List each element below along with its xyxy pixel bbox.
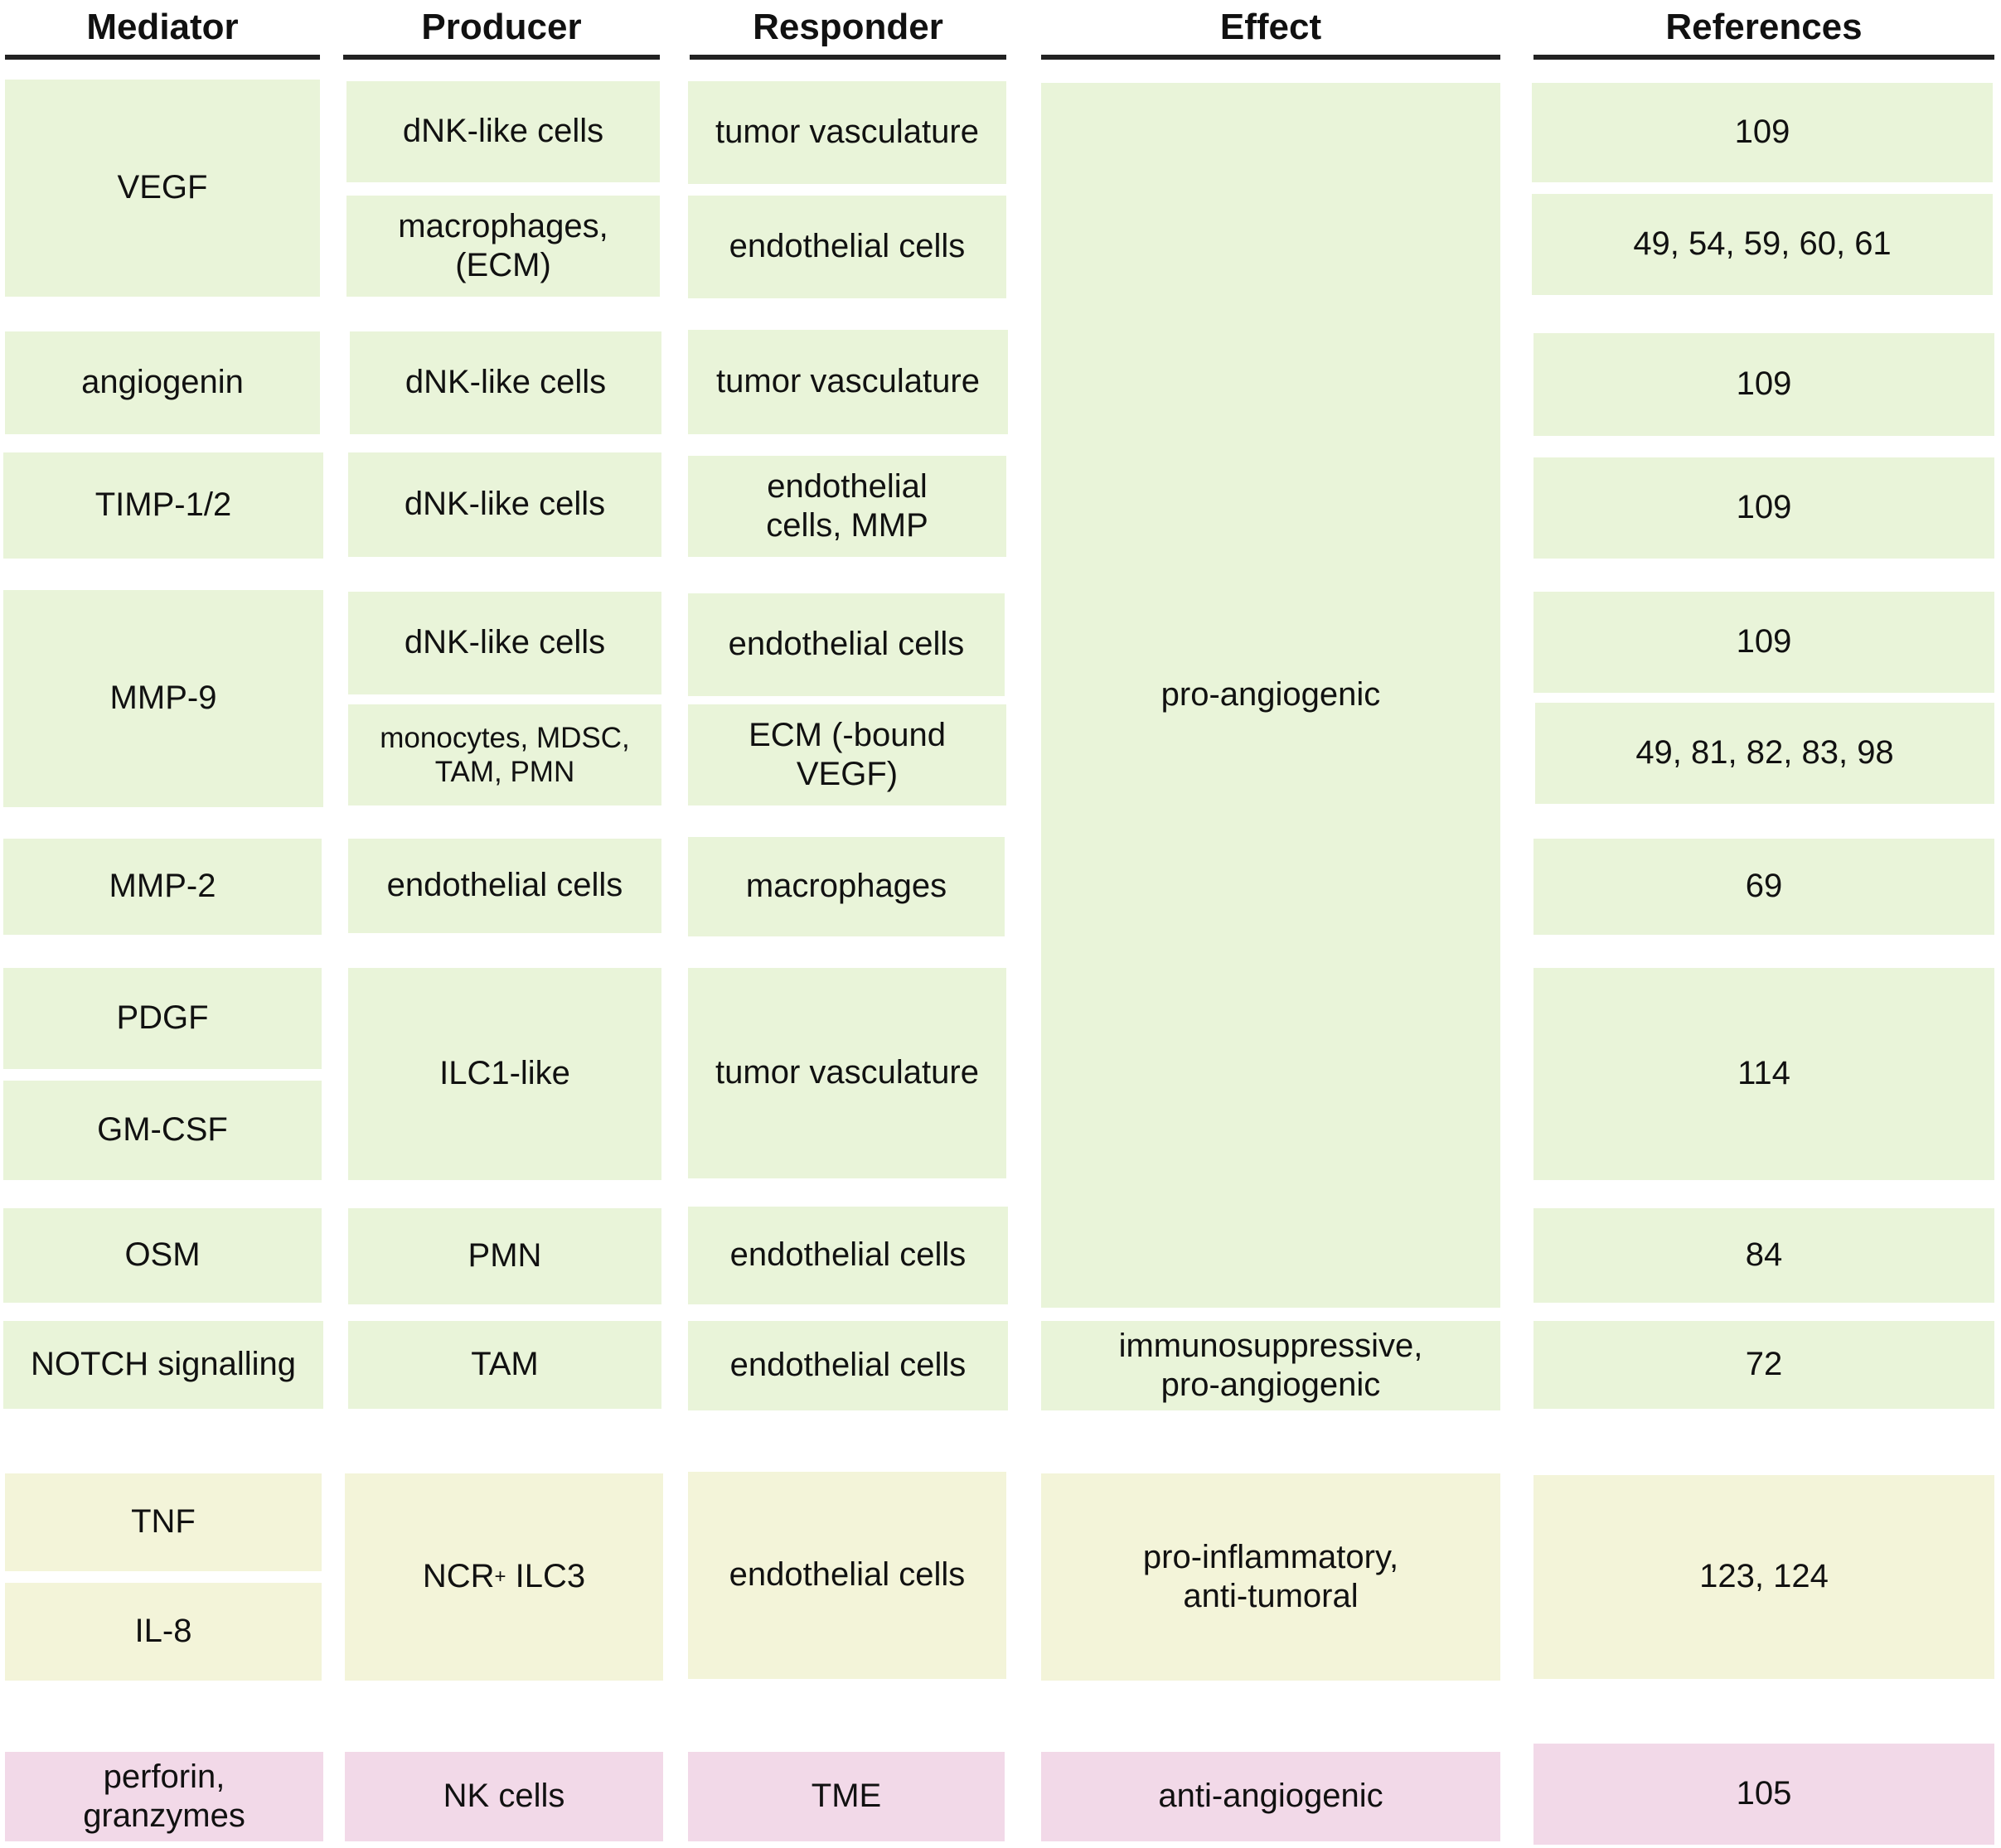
references-cell: 109: [1533, 457, 1994, 559]
effect-cell: anti-angiogenic: [1041, 1752, 1500, 1841]
effect-line: pro-angiogenic: [1160, 1367, 1381, 1403]
references-cell: 69: [1533, 839, 1994, 935]
responder-cell: tumor vasculature: [688, 81, 1006, 184]
mediator-cell-osm: OSM: [3, 1208, 322, 1303]
mediator-cell-il8: IL-8: [5, 1583, 322, 1681]
header-responder: Responder: [690, 0, 1006, 60]
mediator-cell-timp: TIMP-1/2: [3, 452, 323, 559]
references-cell: 49, 81, 82, 83, 98: [1535, 703, 1994, 804]
mediator-cell-vegf: VEGF: [5, 80, 320, 297]
responder-cell: endothelial cells: [688, 593, 1005, 696]
responder-cell: endothelial cells: [688, 1472, 1006, 1679]
responder-cell: TME: [688, 1752, 1005, 1841]
mediator-cell-angiogenin: angiogenin: [5, 331, 320, 434]
references-cell: 105: [1533, 1744, 1994, 1845]
responder-cell: endothelial cells: [688, 1321, 1008, 1410]
mediator-cell-mmp9: MMP-9: [3, 590, 323, 807]
producer-cell: macrophages, (ECM): [346, 196, 660, 297]
references-cell: 49, 54, 59, 60, 61: [1532, 194, 1993, 295]
producer-cell: dNK-like cells: [346, 81, 660, 182]
producer-cell: monocytes, MDSC, TAM, PMN: [348, 704, 661, 805]
effect-cell: [1041, 1473, 1500, 1681]
producer-cell: dNK-like cells: [348, 452, 661, 557]
producer-cell: TAM: [348, 1321, 661, 1409]
mediator-cell-notch: NOTCH signalling: [3, 1321, 323, 1409]
producer-ncr-text: NCR: [422, 1558, 495, 1595]
producer-cell: NK cells: [345, 1752, 663, 1841]
producer-cell: endothelial cells: [348, 839, 661, 933]
header-effect: Effect: [1041, 0, 1500, 60]
references-cell: 109: [1533, 592, 1994, 693]
mediator-cell-mmp2: MMP-2: [3, 839, 322, 935]
effect-cell: [1041, 1321, 1500, 1410]
mediator-line: granzymes: [83, 1797, 245, 1834]
producer-cell: PMN: [348, 1208, 661, 1304]
mediator-cell-gmcsf: GM-CSF: [3, 1081, 322, 1180]
references-cell: 84: [1533, 1208, 1994, 1303]
effect-cell-pro-angiogenic: pro-angiogenic: [1041, 83, 1500, 1308]
mediator-cell-pdgf: PDGF: [3, 968, 322, 1069]
header-mediator: Mediator: [5, 0, 320, 60]
producer-ilc3-text: ILC3: [506, 1558, 586, 1595]
header-producer: Producer: [343, 0, 660, 60]
references-cell: 123, 124: [1533, 1475, 1994, 1679]
responder-cell: endothelial cells: [688, 196, 1006, 298]
references-cell: 72: [1533, 1321, 1994, 1409]
references-cell: 109: [1532, 83, 1993, 182]
producer-cell: dNK-like cells: [348, 592, 661, 694]
responder-cell: tumor vasculature: [688, 968, 1006, 1178]
responder-cell: endothelial cells: [688, 1207, 1008, 1304]
responder-cell: macrophages: [688, 837, 1005, 936]
responder-cell: tumor vasculature: [688, 330, 1008, 434]
mediator-cell-perforin: [5, 1752, 323, 1841]
responder-cell: ECM (-bound VEGF): [688, 704, 1006, 805]
effect-line: pro-inflammatory,: [1142, 1538, 1399, 1575]
responder-cell: endothelial cells, MMP: [688, 456, 1006, 557]
mediator-line: perforin,: [103, 1758, 225, 1795]
producer-cell: NCR + ILC3: [345, 1473, 663, 1681]
effect-line: anti-tumoral: [1183, 1578, 1359, 1614]
effect-line: immunosuppressive,: [1118, 1327, 1423, 1364]
mediator-cell-tnf: TNF: [5, 1473, 322, 1571]
producer-cell: ILC1-like: [348, 968, 661, 1180]
producer-cell: dNK-like cells: [350, 331, 661, 434]
header-references: References: [1533, 0, 1994, 60]
references-cell: 109: [1533, 333, 1994, 436]
references-cell: 114: [1533, 968, 1994, 1180]
